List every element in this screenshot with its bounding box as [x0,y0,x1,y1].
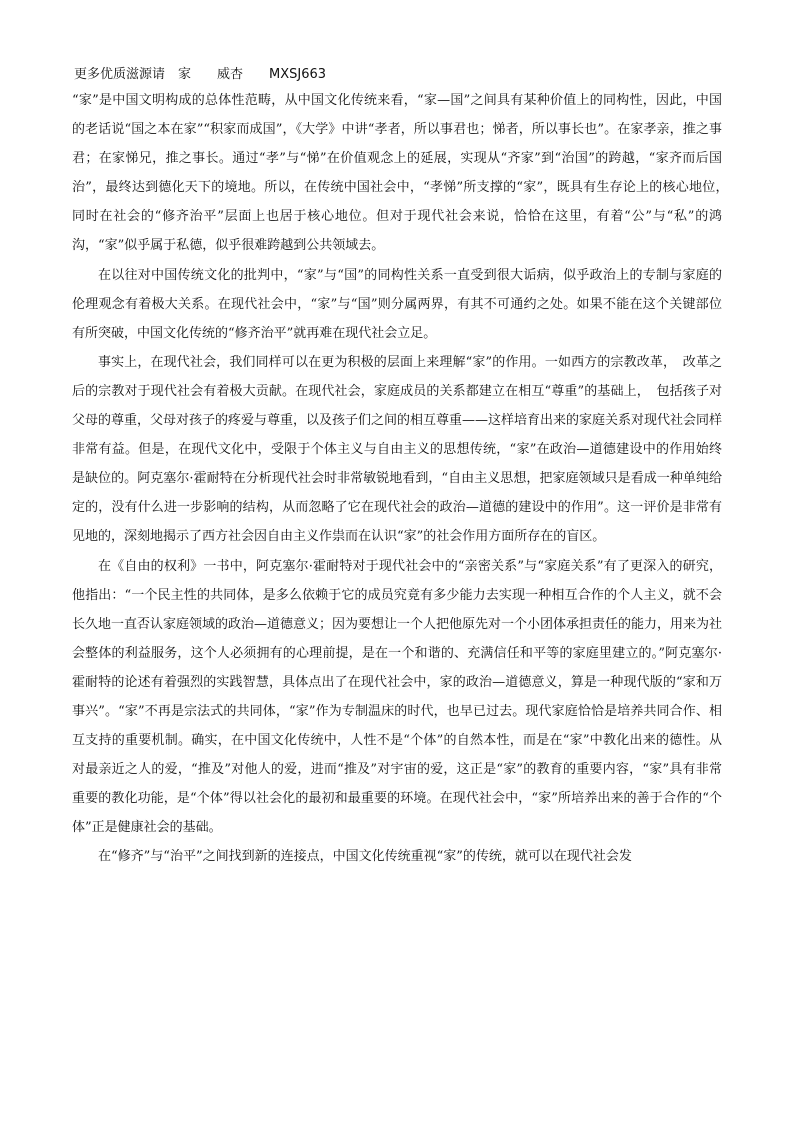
paragraph-2: 在以往对中国传统文化的批判中，“家”与“国”的同构性关系一直受到很大诟病，似乎政治上的专制与家庭的伦理观念有着极大关系。在现代社会中，“家”与“国”则分属两界，有其不可通约之处。如果不能在这个关键部位有所突破，中国文化传统的“修齐治平”就再难在现代社会立足。 [72,267,722,341]
page-header: 更多优质滋源请 家 威杏 MXSJ663 [74,67,327,82]
paragraph-3: 事实上，在现代社会，我们同样可以在更为积极的层面上来理解“家”的作用。一如西方的宗教改革， 改革之后的宗教对于现代社会有着极大贡献。在现代社会，家庭成员的关系都建立在相互“尊重”的基础上， 包括孩子对父母的尊重，父母对孩子的疼爱与尊重，以及孩子们之间的相互尊重——这样培育出来的家庭关系对现代社会同样非常有益。但是，在现代文化中，受限于个体主义与自由主义的思想传统，“家”在政治—道德建设中的作用始终是缺位的。阿克塞尔·霍耐特在分析现代社会时非常敏锐地看到，“自由主义思想，把家庭领域只是看成一种单纯给定的，没有什么进一步影响的结构，从而忽略了它在现代社会的政治—道德的建设中的作用”。这一评价是非常有见地的，深刻地揭示了西方社会因自由主义作祟而在认识“家”的社会作用方面所存在的盲区。 [72,354,723,545]
paragraph-4: 在《自由的权利》一书中，阿克塞尔·霍耐特对于现代社会中的“亲密关系”与“家庭关系”有了更深入的研究，他指出：“一个民主性的共同体，是多么依赖于它的成员究竟有多少能力去实现一种相互合作的个人主义，就不会长久地一直否认家庭领域的政治—道德意义；因为要想让一个人把他原先对一个小团体承担责任的能力，用来为社会整体的利益服务，这个人必须拥有的心理前提，是在一个和谐的、充满信任和平等的家庭里建立的。”阿克塞尔·霍耐特的论述有着强烈的实践智慧，具体点出了在现代社会中，家的政治—道德意义，算是一种现代版的“家和万事兴”。“家”不再是宗法式的共同体，“家”作为专制温床的时代，也早已过去。现代家庭恰恰是培养共同合作、相互支持的重要机制。确实，在中国文化传统中，人性不是“个体”的自然本性，而是在“家”中教化出来的德性。从对最亲近之人的爱，“推及”对他人的爱，进而“推及”对宇宙的爱，这正是“家”的教育的重要内容，“家”具有非常重要的教化功能，是“个体”得以社会化的最初和最重要的环境。在现代社会中，“家”所培养出来的善于合作的“个体”正是健康社会的基础。 [72,558,723,836]
paragraph-5: 在“修齐”与“治平”之间找到新的连接点，中国文化传统重视“家”的传统，就可以在现代社会发 [98,849,632,865]
document-page [72,64,736,872]
paragraph-1: “家”是中国文明构成的总体性范畴，从中国文化传统来看，“家—国”之间具有某种价值上的同构性，因此，中国的老话说“国之本在家”“积家而成国”，《大学》中讲“孝者，所以事君也；悌者，所以事长也”。在家孝亲，推之事君；在家悌兄，推之事长。通过“孝”与“悌”在价值观念上的延展，实现从“齐家”到“治国”的跨越，“家齐而后国治”，最终达到德化天下的境地。所以，在传统中国社会中，“孝悌”所支撑的“家”，既具有生存论上的核心地位， 同时在社会的“修齐治平”层面上也居于核心地位。但对于现代社会来说，恰恰在这里，有着“公”与“私”的鸿沟，“家”似乎属于私德，似乎很难跨越到公共领域去。 [72,93,736,254]
